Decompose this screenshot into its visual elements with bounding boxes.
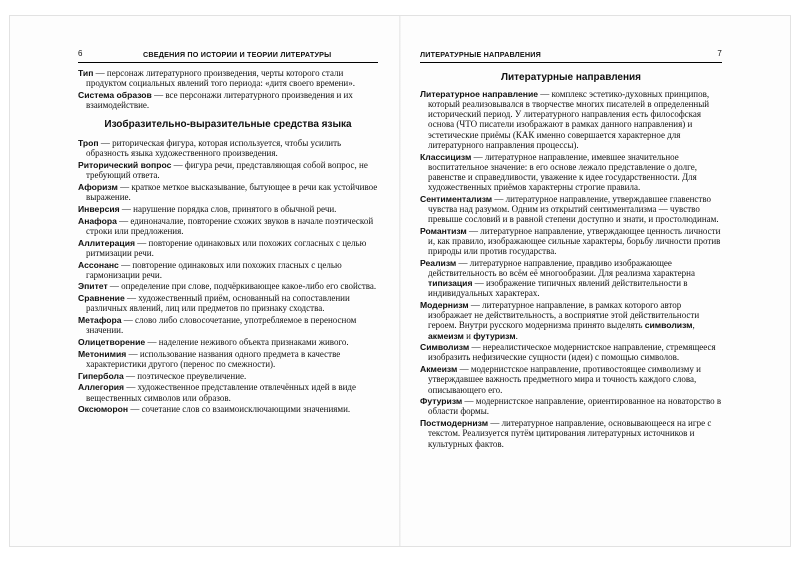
entry-term: Метафора — [78, 315, 122, 326]
entry-definition: — комплекс эстетико-духовных принципов, который реализовывался в творчестве многих писателей в определенный исторический период. У литературного направления есть философская основа (ЧТО писатели изображают в рамках данного направления) и эстетические приёмы (КАК именно совершается характерное для литературного направления процессы). — [428, 89, 710, 150]
page-number: 6 — [78, 49, 83, 58]
entry-definition: — использование названия одного предмета в качестве характеристики другого (перенос по смежности). — [86, 348, 341, 369]
entry-term: Модернизм — [420, 300, 469, 311]
book-gutter — [399, 16, 401, 546]
left-page-header — [78, 48, 378, 63]
entry-term: Эпитет — [78, 281, 108, 292]
glossary-entry — [420, 226, 722, 256]
entry-term: Реализм — [420, 257, 457, 268]
entry-definition: . — [515, 330, 518, 341]
entry-definition: — слово либо словосочетание, употребляемое в переносном значении. — [86, 315, 357, 336]
right-page-content — [420, 68, 722, 450]
glossary-entry — [420, 152, 722, 193]
glossary-entry — [78, 138, 378, 158]
left-top-entries — [78, 68, 378, 110]
glossary-entry — [420, 364, 722, 394]
book-spread — [10, 16, 790, 546]
glossary-entry — [78, 281, 378, 291]
entry-definition: — поэтическое преувеличение. — [123, 370, 247, 381]
right-page-header — [420, 48, 722, 63]
glossary-entry — [78, 260, 378, 280]
entry-definition: — изображение типичных явлений действительности в индивидуальных характерах. — [428, 278, 688, 299]
entry-term: Футуризм — [420, 396, 463, 407]
right-page — [420, 16, 722, 546]
entry-definition: — художественный приём, основанный на сопоставлении различных явлений, лиц или предметов по признаку сходства. — [86, 293, 350, 314]
entry-term: Афоризм — [78, 182, 118, 193]
entry-definition: — литературное направление, утверждавшее главенство чувства над разумом. Одним из открытий сентиментализма — чувство превыше сословий и в равной степени доступно и знати, и простолюдинам. — [428, 193, 719, 225]
entry-term: Риторический вопрос — [78, 160, 172, 171]
entry-term: Аллитерация — [78, 237, 136, 248]
entry-term: Ассонанс — [78, 259, 119, 270]
glossary-entry — [78, 68, 378, 88]
glossary-entry — [420, 342, 722, 362]
glossary-entry — [420, 418, 722, 448]
glossary-entry — [420, 258, 722, 299]
entry-term: Литературное направление — [420, 89, 539, 99]
entry-definition: — литературное направление, имевшее значительное воспитательное значение: в его основе лежало представление о долге, равенстве и справедливости, уважение к идее государственности. Для художественных приёмов характерны строгие правила. — [428, 151, 697, 192]
entry-emphasis: футуризм — [473, 330, 516, 341]
entry-definition: , — [692, 320, 695, 331]
entry-term: Постмодернизм — [420, 418, 489, 429]
glossary-entry — [78, 371, 378, 381]
entry-definition: — нереалистическое модернистское направление, стремящееся изобразить нефизические сущности (идеи) с помощью символов. — [428, 342, 716, 363]
entry-definition: — литературное направление, основывающееся на игре с текстом. Реализуется путём цитирования литературных источников и культурных фактов. — [428, 418, 712, 449]
entry-term: Романтизм — [420, 225, 467, 236]
glossary-entry — [78, 182, 378, 202]
entry-definition: — художественное представление отвлечённых идей в виде вещественных символов или образов. — [86, 382, 356, 403]
entry-emphasis: символизм — [644, 320, 693, 331]
entry-term: Сравнение — [78, 293, 125, 304]
glossary-entry — [78, 238, 378, 258]
glossary-entry — [78, 349, 378, 369]
left-entries — [78, 138, 378, 414]
entry-definition: — риторическая фигура, которая используется, чтобы усилить образность языка художественного произведения. — [86, 138, 342, 159]
entry-definition: — литературное направление, правдиво изображающее действительность во всём её многообразии. Для реализма характерна — [428, 257, 695, 279]
running-title: ЛИТЕРАТУРНЫЕ НАПРАВЛЕНИЯ — [420, 50, 542, 59]
left-page-content — [78, 68, 378, 416]
glossary-entry — [420, 396, 722, 416]
left-page — [78, 16, 378, 546]
glossary-entry — [78, 204, 378, 214]
entry-term: Метонимия — [78, 348, 127, 359]
glossary-entry — [420, 194, 722, 224]
entry-definition: и — [463, 330, 474, 341]
entry-emphasis: типизация — [428, 278, 473, 289]
entry-definition: — наделение неживого объекта признаками живого. — [145, 336, 349, 347]
entry-definition: — определение при слове, подчёркивающее какое-либо его свойства. — [107, 281, 377, 292]
entry-term: Гипербола — [78, 370, 124, 381]
entry-definition: — модернистское направление, противостоящее символизму и утверждавшее важность предметного мира и точность каждого слова, описывающего его. — [428, 364, 701, 395]
glossary-entry — [78, 160, 378, 180]
right-entries — [420, 89, 722, 449]
entry-term: Аллегория — [78, 382, 125, 393]
entry-definition: — модернистское направление, ориентированное на новаторство в области формы. — [428, 396, 722, 417]
entry-definition: — повторение одинаковых или похожих согласных с целью ритмизации речи. — [86, 237, 367, 258]
section-title: Литературные направления — [500, 72, 642, 83]
entry-definition: — персонаж литературного произведения, черты которого стали продуктом социальных явлений того периода: «дитя своего времени». — [86, 68, 355, 89]
entry-term: Тип — [78, 68, 94, 78]
entry-definition: — краткое меткое высказывание, бытующее в речи как устойчивое выражение. — [86, 182, 378, 203]
entry-term: Система образов — [78, 89, 152, 100]
page-number: 7 — [717, 49, 722, 58]
entry-definition: — сочетание слов со взаимоисключающими значениями. — [128, 404, 351, 415]
glossary-entry — [78, 315, 378, 335]
entry-definition: — повторение одинаковых или похожих гласных с целью гармонизации речи. — [86, 259, 342, 280]
entry-definition: — все персонажи литературного произведения и их взаимодействие. — [86, 89, 353, 111]
glossary-entry — [78, 404, 378, 414]
glossary-entry — [78, 216, 378, 236]
glossary-entry — [78, 90, 378, 110]
glossary-entry — [78, 382, 378, 402]
entry-term: Троп — [78, 138, 99, 149]
entry-emphasis: акмеизм — [428, 330, 464, 341]
section-title: Изобразительно-выразительные средства языка — [104, 119, 352, 131]
entry-definition: — нарушение порядка слов, принятого в обычной речи. — [119, 203, 337, 214]
entry-term: Анафора — [78, 215, 117, 226]
glossary-entry — [78, 337, 378, 347]
entry-term: Классицизм — [420, 151, 472, 162]
entry-definition: — литературное направление, в рамках которого автор изображает не действительность, а восприятие этой действительности героем. Внутри русского модернизма принято выделять — [428, 300, 700, 331]
entry-term: Инверсия — [78, 203, 120, 214]
entry-term: Символизм — [420, 342, 470, 353]
entry-term: Сентиментализм — [420, 193, 493, 204]
entry-term: Акмеизм — [420, 364, 458, 375]
entry-definition: — единоначалие, повторение схожих звуков в начале поэтической строки или предложения. — [86, 215, 374, 236]
glossary-entry — [420, 300, 722, 341]
entry-definition: — литературное направление, утверждающее ценность личности и, как правило, изображающее сильные характеры, борьбу личности против природы или против государства. — [428, 225, 721, 257]
running-title: СВЕДЕНИЯ ПО ИСТОРИИ И ТЕОРИИ ЛИТЕРАТУРЫ — [143, 50, 332, 59]
entry-term: Олицетворение — [78, 336, 146, 347]
glossary-entry — [78, 293, 378, 313]
entry-term: Оксюморон — [78, 404, 129, 415]
entry-definition: — фигура речи, представляющая собой вопрос, не требующий ответа. — [86, 160, 368, 181]
glossary-entry — [420, 89, 722, 150]
